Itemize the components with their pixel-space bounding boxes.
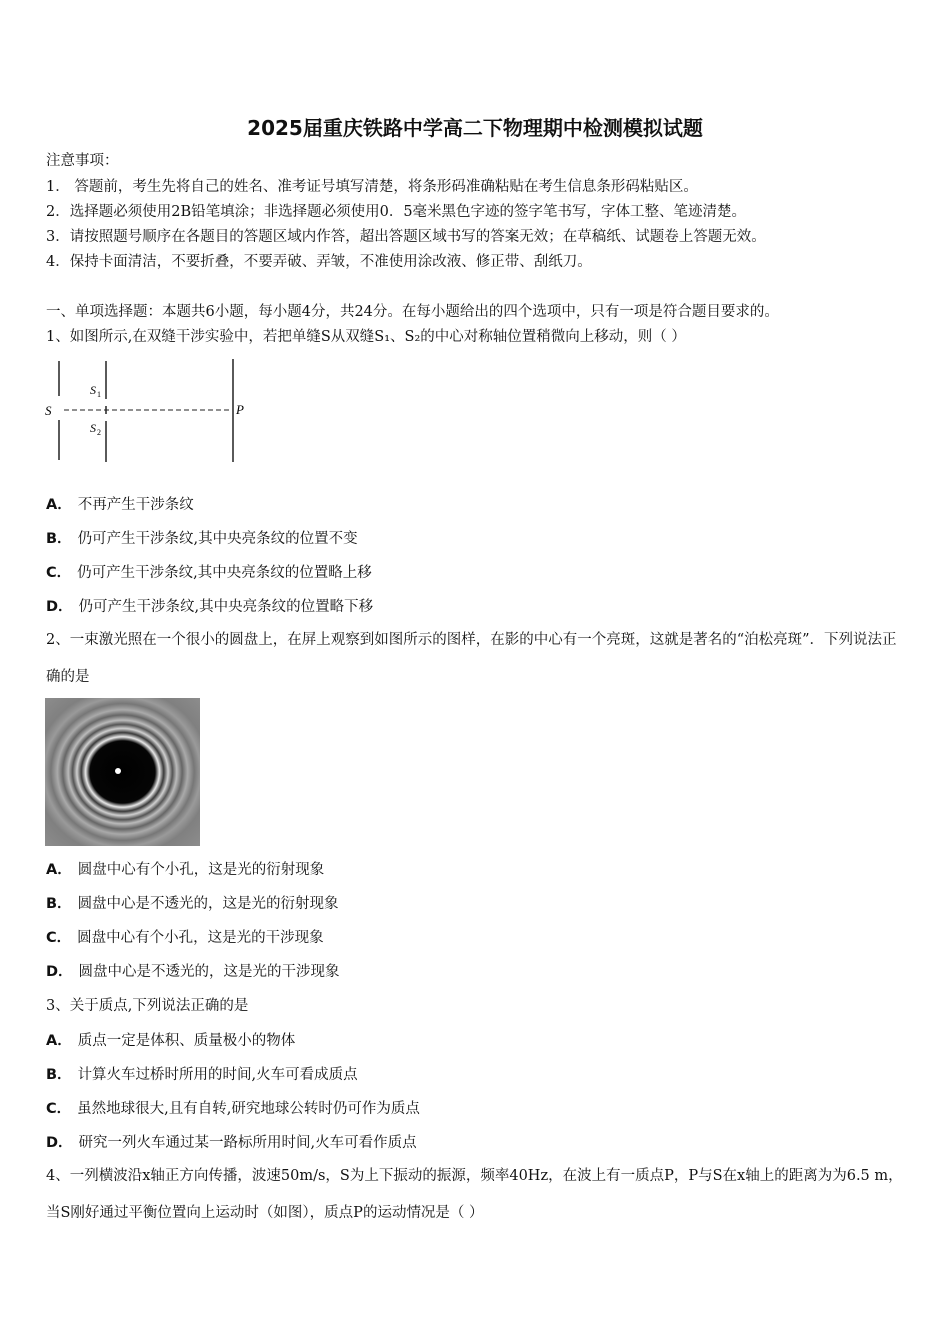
option-text: 圆盘中心是不透光的，这是光的衍射现象: [77, 896, 339, 912]
question-3-stem: 3、关于质点,下列说法正确的是: [46, 998, 249, 1014]
option-text: 仍可产生干涉条纹,其中央亮条纹的位置不变: [77, 531, 358, 547]
double-slit-diagram: [44, 356, 254, 466]
option-key: D．: [46, 599, 73, 615]
option-key: C．: [46, 1101, 72, 1117]
poisson-spot-image: [45, 698, 200, 846]
page-title: 2025届重庆铁路中学高二下物理期中检测模拟试题: [247, 116, 703, 140]
option: [46, 529, 910, 549]
option-text: 不再产生干涉条纹: [77, 497, 194, 513]
option: [46, 495, 910, 515]
notice-item: 1． 答题前，考生先将自己的姓名、准考证号填写清楚，将条形码准确粘贴在考生信息条形码粘贴区。: [46, 179, 698, 195]
option-text: 圆盘中心有个小孔，这是光的衍射现象: [77, 862, 325, 878]
option: [46, 1031, 910, 1051]
option-text: 质点一定是体积、质量极小的物体: [77, 1033, 296, 1049]
option: [46, 894, 910, 914]
option-key: B．: [46, 1067, 72, 1083]
label-s2-subscript: 2: [97, 428, 101, 437]
option-key: D．: [46, 964, 73, 980]
option-text: 研究一列火车通过某一路标所用时间,火车可看作质点: [78, 1135, 417, 1151]
option-key: C．: [46, 565, 72, 581]
option-text: 仍可产生干涉条纹,其中央亮条纹的位置略下移: [78, 599, 374, 615]
label-s1: S: [90, 383, 96, 397]
option-key: B．: [46, 896, 72, 912]
option: [46, 1065, 910, 1085]
notice-item: 4．保持卡面清洁，不要折叠，不要弄破、弄皱，不准使用涂改液、修正带、刮纸刀。: [46, 254, 592, 270]
notice-item: 2．选择题必须使用2B铅笔填涂；非选择题必须使用0．5毫米黑色字迹的签字笔书写，字体工整、笔迹清楚。: [46, 204, 747, 220]
option: [46, 563, 910, 583]
label-s2: S: [90, 421, 96, 435]
question-2-stem: 2、一束激光照在一个很小的圆盘上，在屏上观察到如图所示的图样，在影的中心有一个亮斑，这就是著名的“泊松亮斑”．下列说法正确的是: [46, 632, 897, 685]
option-key: A．: [46, 497, 72, 513]
option-key: A．: [46, 862, 72, 878]
option: [46, 860, 910, 880]
option: [46, 1133, 910, 1153]
question-1-stem: 1、如图所示,在双缝干涉实验中，若把单缝S从双缝S₁、S₂的中心对称轴位置稍微向上移动，则（ ）: [46, 329, 686, 345]
option-key: A．: [46, 1033, 72, 1049]
option-text: 计算火车过桥时所用的时间,火车可看成质点: [77, 1067, 358, 1083]
section-heading: 一、单项选择题：本题共6小题，每小题4分，共24分。在每小题给出的四个选项中，只有一项是符合题目要求的。: [46, 304, 779, 320]
notice-heading: 注意事项：: [46, 153, 119, 169]
question-4-stem: 4、一列横波沿x轴正方向传播，波速50m/s，S为上下振动的振源，频率40Hz，在波上有一质点P，P与S在x轴上的距离为为6.5 m，当S刚好通过平衡位置向上运动时（如图），质点P的运动情况是（ ）: [46, 1168, 903, 1221]
option: [46, 928, 910, 948]
option-text: 仍可产生干涉条纹,其中央亮条纹的位置略上移: [77, 565, 372, 581]
option-key: C．: [46, 930, 72, 946]
option: [46, 962, 910, 982]
notice-item: 3．请按照题号顺序在各题目的答题区域内作答，超出答题区域书写的答案无效；在草稿纸、试题卷上答题无效。: [46, 229, 766, 245]
option-text: 圆盘中心是不透光的，这是光的干涉现象: [78, 964, 340, 980]
label-p: P: [236, 402, 244, 417]
label-s1-subscript: 1: [97, 390, 101, 399]
option-key: B．: [46, 531, 72, 547]
label-s: S: [45, 403, 52, 418]
option-text: 虽然地球很大,且有自转,研究地球公转时仍可作为质点: [77, 1101, 420, 1117]
option: [46, 1099, 910, 1119]
option-text: 圆盘中心有个小孔，这是光的干涉现象: [77, 930, 324, 946]
option-key: D．: [46, 1135, 73, 1151]
option: [46, 597, 910, 617]
